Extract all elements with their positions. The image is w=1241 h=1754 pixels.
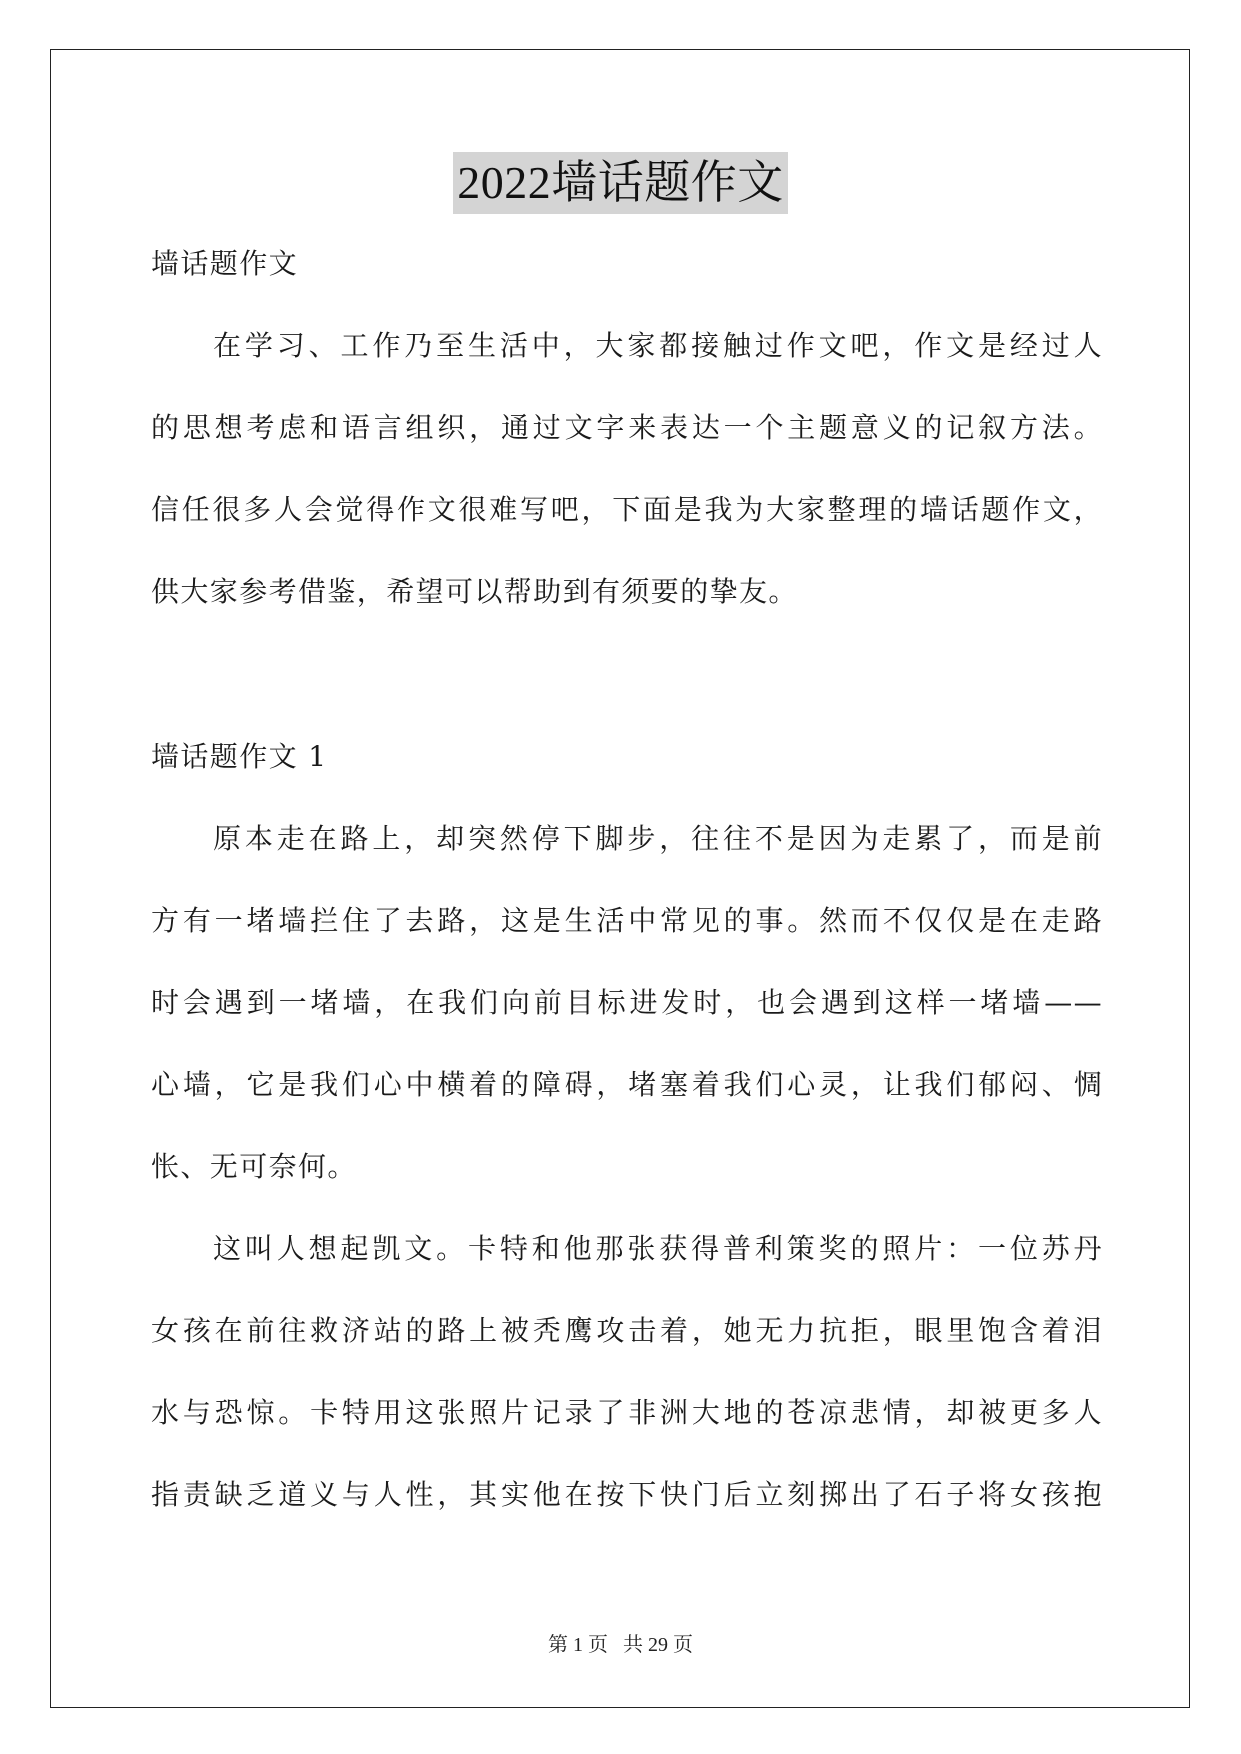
paragraph-line: 这叫人想起凯文。卡特和他那张获得普利策奖的照片：一位苏丹: [213, 1232, 1103, 1265]
intro-heading: 墙话题作文: [151, 247, 299, 280]
paragraph-line: 心墙，它是我们心中横着的障碍，堵塞着我们心灵，让我们郁闷、惆: [151, 1068, 1103, 1101]
paragraph-line: 的思想考虑和语言组织，通过文字来表达一个主题意义的记叙方法。: [151, 411, 1103, 444]
paragraph-line: 原本走在路上，却突然停下脚步，往往不是因为走累了，而是前: [213, 822, 1103, 855]
title-container: [0, 152, 1241, 214]
paragraph-line: 时会遇到一堵墙，在我们向前目标进发时，也会遇到这样一堵墙——: [151, 986, 1103, 1019]
section-gap: [151, 646, 1103, 729]
paragraph-line: 指责缺乏道义与人性，其实他在按下快门后立刻掷出了石子将女孩抱: [151, 1478, 1103, 1511]
paragraph-line: 供大家参考借鉴，希望可以帮助到有须要的挚友。: [151, 575, 798, 608]
document-body: [151, 236, 1103, 1549]
paragraph-line: 方有一堵墙拦住了去路，这是生活中常见的事。然而不仅仅是在走路: [151, 904, 1103, 937]
essay-paragraph-1: [151, 811, 1103, 1221]
paragraph-line: 信任很多人会觉得作文很难写吧，下面是我为大家整理的墙话题作文，: [151, 493, 1103, 526]
paragraph-line: 怅、无可奈何。: [151, 1150, 357, 1183]
essay-paragraph-2: [151, 1221, 1103, 1549]
document-title: 2022墙话题作文: [453, 152, 788, 214]
intro-paragraph: [151, 318, 1103, 646]
page-footer: 第 1 页 共 29 页: [548, 1634, 693, 1656]
paragraph-line: 水与恐惊。卡特用这张照片记录了非洲大地的苍凉悲情，却被更多人: [151, 1396, 1103, 1429]
essay-heading: 墙话题作文 1: [151, 740, 328, 773]
paragraph-line: 在学习、工作乃至生活中，大家都接触过作文吧，作文是经过人: [213, 329, 1103, 362]
paragraph-line: 女孩在前往救济站的路上被秃鹰攻击着，她无力抗拒，眼里饱含着泪: [151, 1314, 1103, 1347]
